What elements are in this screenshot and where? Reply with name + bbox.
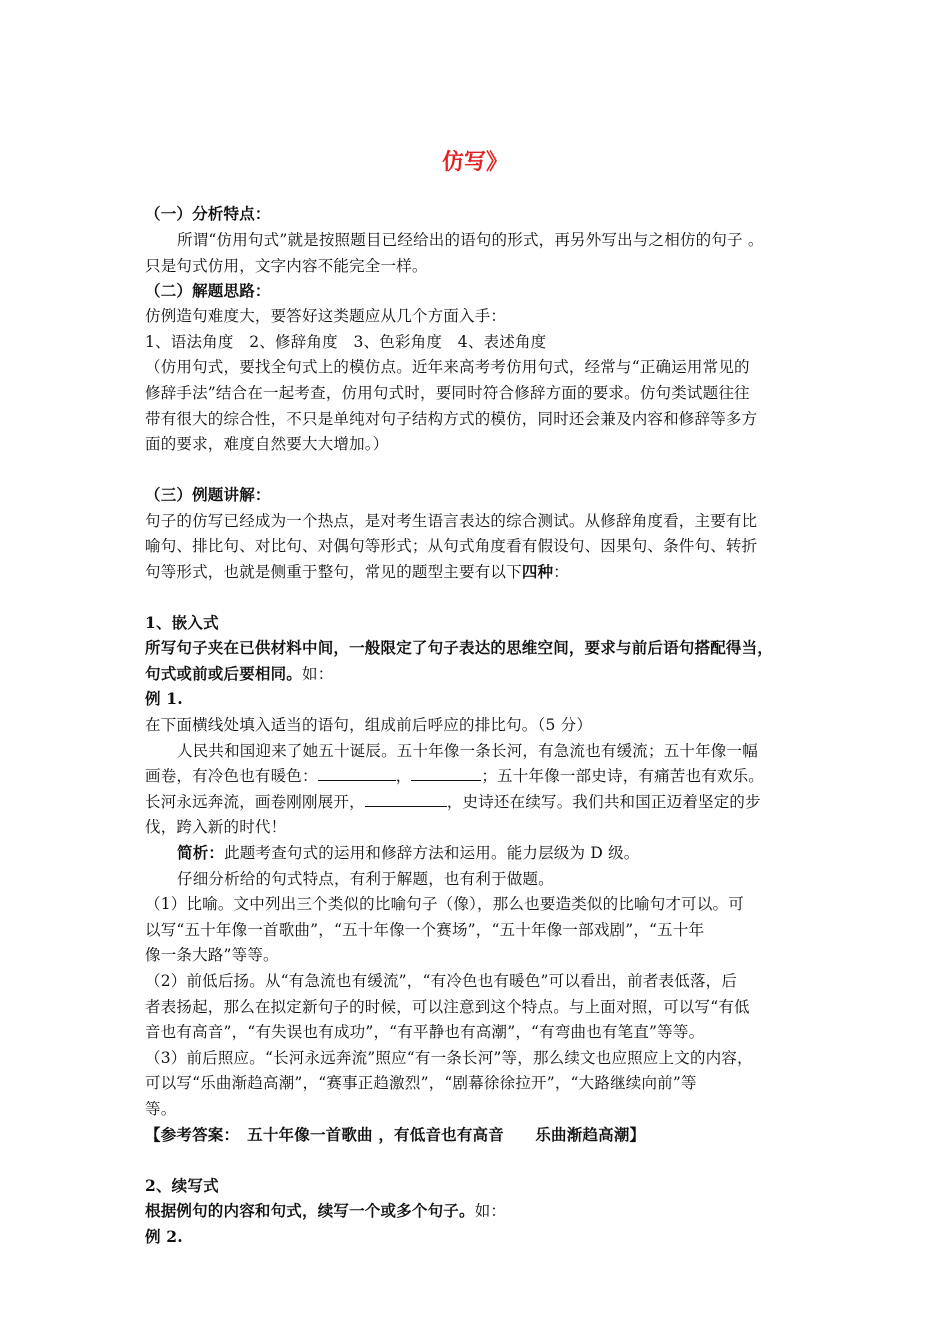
text-run: 如： — [302, 665, 334, 683]
passage-line — [145, 789, 815, 815]
paragraph-line: 仿例造句难度大，要答好这类题应从几个方面入手： — [145, 307, 507, 325]
paragraph-line: 喻句、排比句、对比句、对偶句等形式；从句式角度看有假设句、因果句、条件句、转折 — [145, 537, 758, 555]
analysis-line: （1）比喻。文中列出三个类似的比喻句子（像），那么也要造类似的比喻句才可以。可 — [145, 895, 744, 913]
paragraph-line: （仿用句式，要找全句式上的模仿点。近年来高考考仿用句式，经常与“正确运用常见的 — [145, 358, 750, 376]
analysis-line — [177, 840, 817, 866]
text-run: 画卷，有冷色也有暖色： — [145, 767, 318, 785]
text-run: 此题考查句式的运用和修辞方法和运用。能力层级为 D 级。 — [224, 844, 640, 862]
paragraph-line: 修辞手法”结合在一起考查，仿用句式时，要同时符合修辞方面的要求。仿句类试题往往 — [145, 384, 750, 402]
passage-line: 伐，跨入新的时代！ — [145, 818, 287, 836]
type-heading-continuation: 2、续写式 — [145, 1176, 219, 1195]
text-run: 根据例句的内容和句式，续写一个或多个句子。 — [145, 1201, 475, 1220]
paragraph-line: 只是句式仿用，文字内容不能完全一样。 — [145, 257, 428, 275]
text-run: ： — [553, 563, 569, 581]
fill-in-blank — [318, 764, 396, 781]
fill-in-blank — [365, 790, 447, 807]
analysis-line: （2）前低后扬。从“有急流也有缓流”，“有冷色也有暖色”可以看出，前者表低落，后 — [145, 972, 738, 990]
emphasis-text: 四种 — [521, 562, 554, 581]
type-description — [145, 661, 815, 687]
analysis-line: （3）前后照应。“长河永远奔流”照应“有一条长河”等，那么续文也应照应上文的内容， — [145, 1049, 753, 1067]
page-title: 仿写》 — [441, 150, 508, 175]
type-description — [145, 1198, 815, 1224]
analysis-line: 仔细分析给的句式特点，有利于解题，也有利于做题。 — [177, 870, 554, 888]
section-heading-examples: （三）例题讲解： — [145, 485, 271, 504]
text-run: 句式或前或后要相同。 — [145, 664, 303, 683]
analysis-line: 可以写“乐曲渐趋高潮”，“赛事正趋激烈”，“剧幕徐徐拉开”，“大路继续向前”等 — [145, 1074, 697, 1092]
fill-in-blank — [411, 764, 481, 781]
analysis-line: 以写“五十年像一首歌曲”，“五十年像一个赛场”，“五十年像一部戏剧”，“五十年 — [145, 921, 705, 939]
analysis-line: 等。 — [145, 1100, 177, 1118]
paragraph-line: 1、语法角度 2、修辞角度 3、色彩角度 4、表述角度 — [145, 333, 547, 351]
text-run: 句等形式，也就是侧重于整句，常见的题型主要有以下 — [145, 563, 522, 581]
paragraph-line: 带有很大的综合性，不只是单纯对句子结构方式的模仿，同时还会兼及内容和修辞等多方 — [145, 410, 758, 428]
type-heading-embedded: 1、嵌入式 — [145, 613, 219, 632]
text-run: ， — [395, 767, 412, 785]
text-run: ；五十年像一部史诗，有痛苦也有欢乐。 — [481, 767, 765, 785]
analysis-line: 音也有高音”，“有失误也有成功”，“有平静也有高潮”，“有弯曲也有笔直”等等。 — [145, 1023, 705, 1041]
paragraph-line: 句子的仿写已经成为一个热点，是对考生语言表达的综合测试。从修辞角度看，主要有比 — [145, 512, 758, 530]
analysis-label: 简析： — [177, 843, 225, 862]
question-text: 在下面横线处填入适当的语句，组成前后呼应的排比句。（5 分） — [145, 716, 593, 734]
example-label: 例 1. — [145, 689, 183, 708]
section-heading-analysis: （一）分析特点： — [145, 204, 271, 223]
text-run: ，史诗还在续写。我们共和国正迈着坚定的步 — [446, 793, 761, 811]
section-heading-approach: （二）解题思路： — [145, 281, 271, 300]
type-description: 所写句子夹在已供材料中间，一般限定了句子表达的思维空间，要求与前后语句搭配得当， — [145, 638, 774, 657]
paragraph-line: 面的要求，难度自然要大大增加。） — [145, 435, 389, 453]
text-run: 如： — [474, 1202, 507, 1220]
example-label: 例 2. — [145, 1227, 183, 1246]
paragraph-line — [145, 559, 815, 585]
paragraph-line: 所谓“仿用句式”就是按照题目已经给出的语句的形式，再另外写出与之相仿的句子 。 — [177, 231, 764, 249]
text-run: 长河永远奔流，画卷刚刚展开， — [145, 793, 365, 811]
passage-line: 人民共和国迎来了她五十诞辰。五十年像一条长河，有急流也有缓流；五十年像一幅 — [177, 742, 758, 760]
reference-answer: 【参考答案： 五十年像一首歌曲 ，有低音也有高音 乐曲渐趋高潮】 — [145, 1125, 646, 1144]
analysis-line: 像一条大路”等等。 — [145, 946, 279, 964]
analysis-line: 者表扬起，那么在拟定新句子的时候，可以注意到这个特点。与上面对照，可以写“有低 — [145, 998, 750, 1016]
passage-line — [145, 763, 815, 789]
